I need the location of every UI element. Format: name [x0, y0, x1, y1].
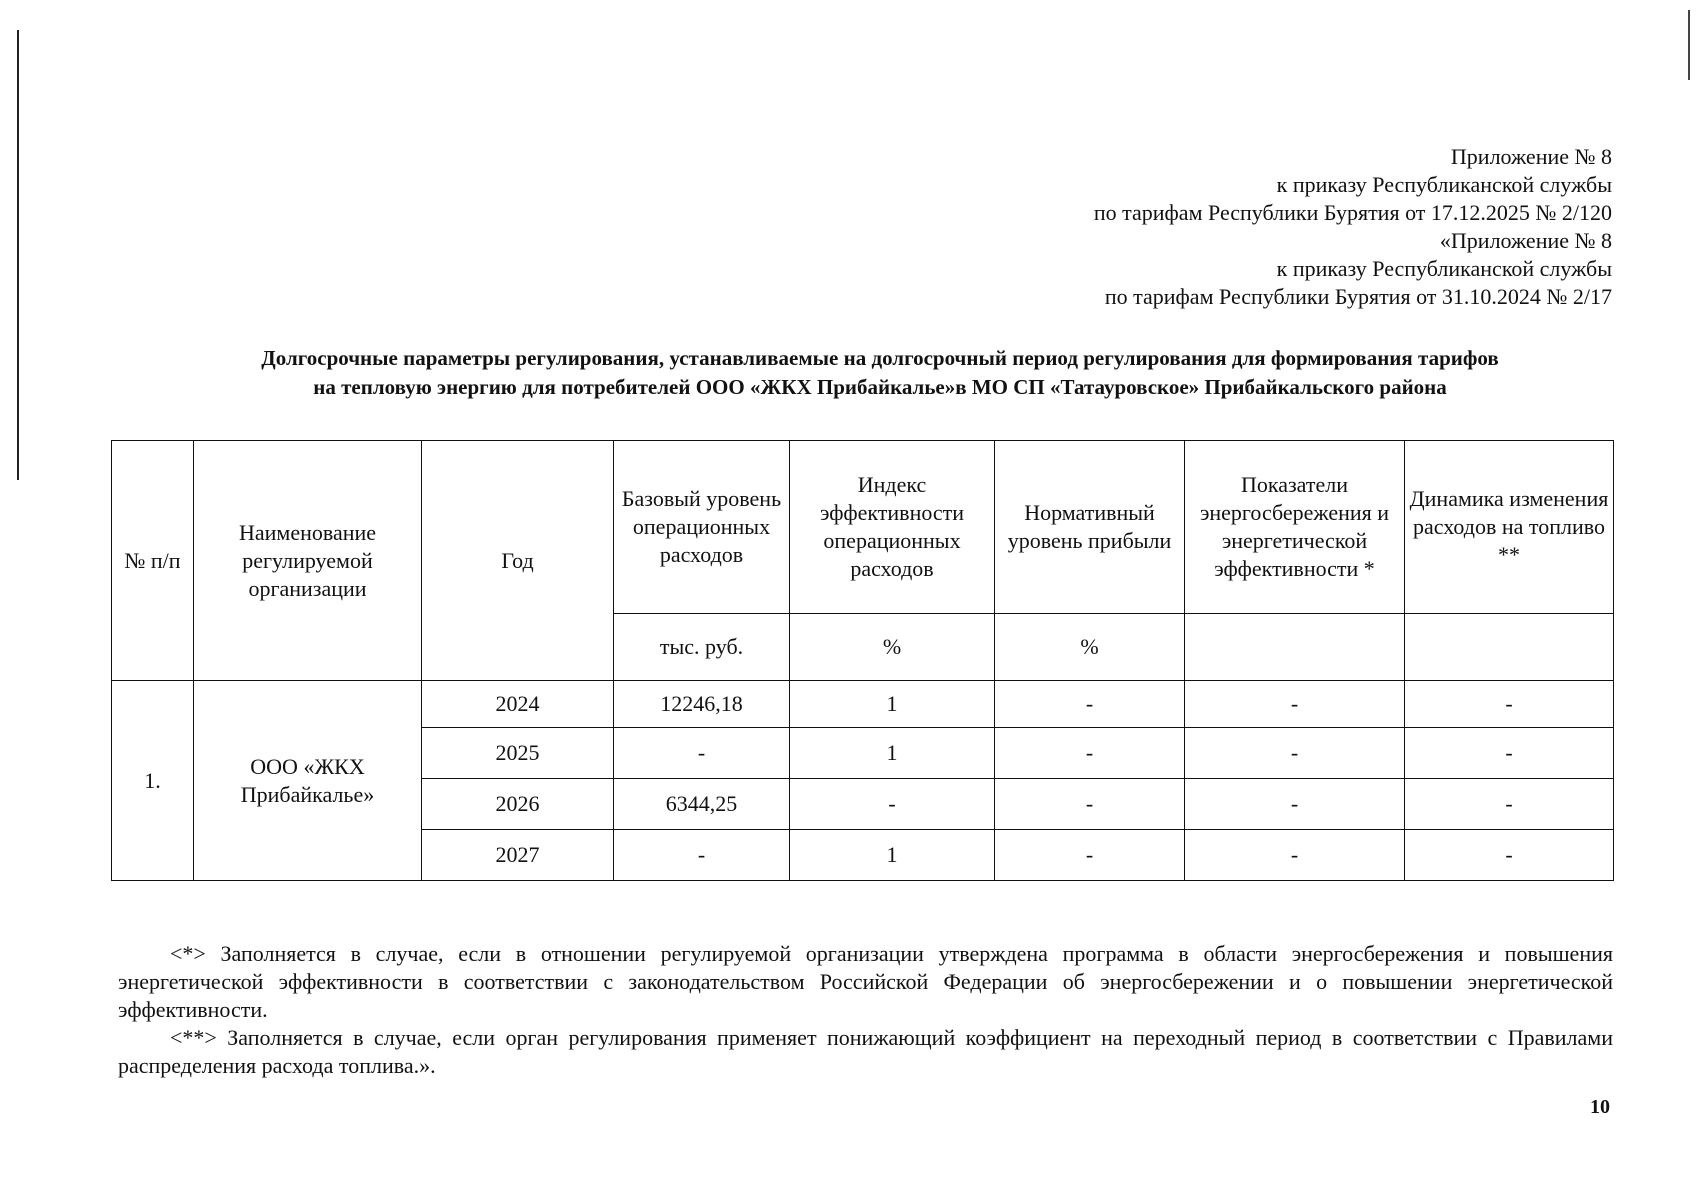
unit-cell: тыс. руб. [614, 614, 790, 681]
energy-saving-cell: - [1185, 681, 1405, 728]
unit-cell: % [995, 614, 1185, 681]
fuel-dynamics-cell: - [1405, 681, 1614, 728]
column-header-fuel-dynamics: Динамика изменения расходов на топливо ** [1405, 441, 1614, 614]
year-cell: 2024 [422, 681, 614, 728]
profit-level-cell: - [995, 728, 1185, 779]
footnotes [118, 940, 1613, 1080]
base-opex-cell: - [614, 830, 790, 881]
column-header-energy-saving: Показатели энергосбережения и энергетической эффективности * [1185, 441, 1405, 614]
header-line: Приложение № 8 [1450, 144, 1612, 169]
row-number-cell: 1. [112, 681, 194, 881]
unit-cell [1185, 614, 1405, 681]
regulation-parameters-table [111, 440, 1614, 881]
column-header-number: № п/п [112, 441, 194, 681]
column-header-profit-level: Нормативный уровень прибыли [995, 441, 1185, 614]
column-header-efficiency-index: Индекс эффективности операционных расходов [790, 441, 995, 614]
table-row [112, 681, 1614, 728]
organization-cell: ООО «ЖКХ Прибайкалье» [194, 681, 422, 881]
energy-saving-cell: - [1185, 779, 1405, 830]
scan-corner-mark [1688, 10, 1690, 80]
column-header-year: Год [422, 441, 614, 681]
header-line: по тарифам Республики Бурятия от 31.10.2024 № 2/17 [1104, 284, 1612, 309]
year-cell: 2025 [422, 728, 614, 779]
base-opex-cell: 12246,18 [614, 681, 790, 728]
title-line-1: Долгосрочные параметры регулирования, устанавливаемые на долгосрочный период регулирования для формирования тарифов [261, 346, 1499, 370]
base-opex-cell: - [614, 728, 790, 779]
year-cell: 2026 [422, 779, 614, 830]
scan-margin-mark [17, 30, 19, 480]
footnote-fuel: <**> Заполняется в случае, если орган регулирования применяет понижающий коэффициент на переходный период в соответствии с Правилами распределения расхода топлива.». [118, 1025, 1613, 1078]
appendix-header [1094, 143, 1612, 311]
title-line-2: на тепловую энергию для потребителей ООО «ЖКХ Прибайкалье»в МО СП «Татауровское» Прибайкальского района [313, 375, 1447, 399]
fuel-dynamics-cell: - [1405, 779, 1614, 830]
profit-level-cell: - [995, 830, 1185, 881]
fuel-dynamics-cell: - [1405, 728, 1614, 779]
footnote-energy-saving: <*> Заполняется в случае, если в отношении регулируемой организации утверждена программа в области энергосбережения и повышения энергетической эффективности в соответствии с законодательством Российской Федерации об энергосбережении и о повышении энергетической эффективности. [118, 941, 1613, 1022]
header-line: к приказу Республиканской службы [1276, 256, 1612, 281]
profit-level-cell: - [995, 779, 1185, 830]
page-number: 10 [1590, 1096, 1610, 1118]
profit-level-cell: - [995, 681, 1185, 728]
unit-cell: % [790, 614, 995, 681]
energy-saving-cell: - [1185, 830, 1405, 881]
header-line: «Приложение № 8 [1439, 228, 1612, 253]
efficiency-index-cell: 1 [790, 728, 995, 779]
fuel-dynamics-cell: - [1405, 830, 1614, 881]
efficiency-index-cell: 1 [790, 830, 995, 881]
document-title [140, 344, 1620, 402]
header-line: по тарифам Республики Бурятия от 17.12.2025 № 2/120 [1093, 200, 1612, 225]
column-header-base-opex: Базовый уровень операционных расходов [614, 441, 790, 614]
header-line: к приказу Республиканской службы [1276, 172, 1612, 197]
efficiency-index-cell: - [790, 779, 995, 830]
unit-cell [1405, 614, 1614, 681]
base-opex-cell: 6344,25 [614, 779, 790, 830]
column-header-organization: Наименование регулируемой организации [194, 441, 422, 681]
year-cell: 2027 [422, 830, 614, 881]
efficiency-index-cell: 1 [790, 681, 995, 728]
energy-saving-cell: - [1185, 728, 1405, 779]
